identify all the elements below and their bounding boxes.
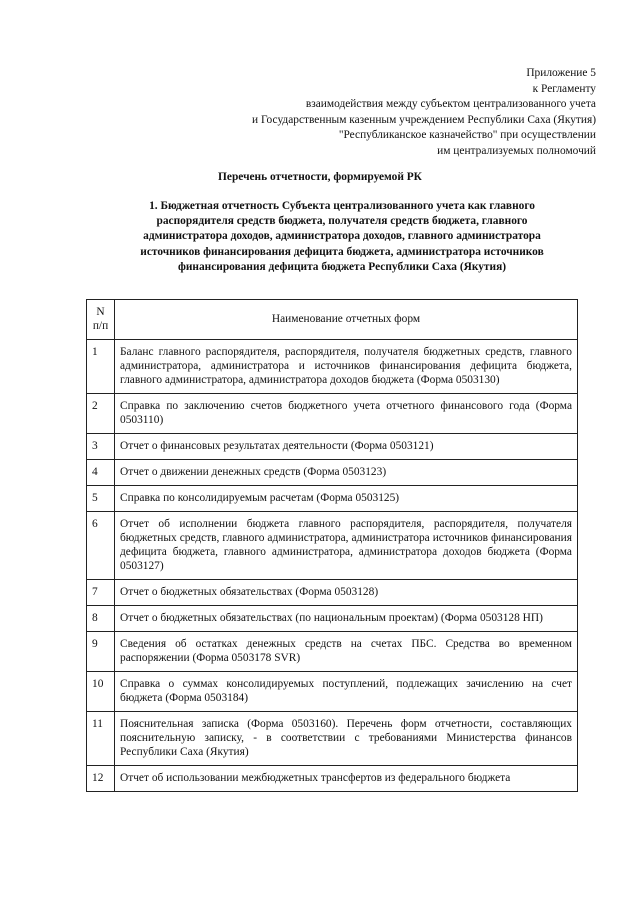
row-number: 3 bbox=[87, 434, 115, 460]
header-number bbox=[87, 300, 115, 340]
reports-table bbox=[86, 299, 578, 792]
row-number: 4 bbox=[87, 460, 115, 486]
row-number: 5 bbox=[87, 486, 115, 512]
row-number: 7 bbox=[87, 580, 115, 606]
table-row bbox=[87, 712, 578, 766]
appendix-line: к Регламенту bbox=[532, 82, 596, 95]
table-header-row bbox=[87, 300, 578, 340]
table-row bbox=[87, 632, 578, 672]
table-row bbox=[87, 340, 578, 394]
table-row bbox=[87, 394, 578, 434]
row-text: Справка по консолидируемым расчетам (Форма 0503125) bbox=[115, 486, 578, 512]
appendix-line: им централизуемых полномочий bbox=[437, 144, 596, 157]
row-text: Справка о суммах консолидируемых поступлений, подлежащих зачислению на счет бюджета (Форма 0503184) bbox=[115, 672, 578, 712]
row-number: 11 bbox=[87, 712, 115, 766]
row-number: 1 bbox=[87, 340, 115, 394]
row-number: 12 bbox=[87, 766, 115, 792]
table-row bbox=[87, 672, 578, 712]
row-number: 6 bbox=[87, 512, 115, 580]
row-number: 9 bbox=[87, 632, 115, 672]
appendix-line: "Республиканское казначейство" при осуществлении bbox=[338, 129, 596, 141]
row-text: Справка по заключению счетов бюджетного учета отчетного финансового года (Форма 0503110) bbox=[115, 394, 578, 434]
table-row bbox=[87, 486, 578, 512]
table-row bbox=[87, 512, 578, 580]
table-row bbox=[87, 580, 578, 606]
table-row bbox=[87, 434, 578, 460]
row-text: Отчет об исполнении бюджета главного распорядителя, распорядителя, получателя бюджетных средств, главного администратора, администратора источников финансирования дефицита бюджета, главного администратора, администратора доходов бюджета (Форма 0503127) bbox=[115, 512, 578, 580]
appendix-line: Приложение 5 bbox=[526, 67, 596, 79]
appendix-header bbox=[252, 66, 596, 159]
row-number: 8 bbox=[87, 606, 115, 632]
row-text: Отчет о движении денежных средств (Форма 0503123) bbox=[115, 460, 578, 486]
table-row bbox=[87, 766, 578, 792]
row-text: Пояснительная записка (Форма 0503160). Перечень форм отчетности, составляющих пояснительную записку, - в соответствии с требованиями Министерства финансов Республики Саха (Якутия) bbox=[115, 712, 578, 766]
section-title: 1. Бюджетная отчетность Субъекта централизованного учета как главного распорядителя средств бюджета, получателя средств бюджета, главного администратора доходов, администратора доходов, главного администратора источников финансирования дефицита бюджета, администратора источников финансирования дефицита бюджета Республики Саха (Якутия) bbox=[140, 200, 544, 273]
header-number-line1: N bbox=[96, 306, 105, 318]
row-text: Отчет о бюджетных обязательствах (по национальным проектам) (Форма 0503128 НП) bbox=[115, 606, 578, 632]
header-name: Наименование отчетных форм bbox=[115, 300, 578, 340]
row-text: Отчет о бюджетных обязательствах (Форма 0503128) bbox=[115, 580, 578, 606]
appendix-line: взаимодействия между субъектом централизованного учета bbox=[305, 98, 596, 110]
appendix-line: и Государственным казенным учреждением Республики Саха (Якутия) bbox=[252, 113, 596, 126]
row-number: 10 bbox=[87, 672, 115, 712]
table-row bbox=[87, 606, 578, 632]
document-title: Перечень отчетности, формируемой РК bbox=[218, 171, 422, 183]
row-text: Баланс главного распорядителя, распорядителя, получателя бюджетных средств, главного администратора, администратора и источников финансирования дефицита бюджета, главного администратора, администратора доходов бюджета (Форма 0503130) bbox=[115, 340, 578, 394]
row-text: Отчет о финансовых результатах деятельности (Форма 0503121) bbox=[115, 434, 578, 460]
row-number: 2 bbox=[87, 394, 115, 434]
row-text: Сведения об остатках денежных средств на счетах ПБС. Средства во временном распоряжении (Форма 0503178 SVR) bbox=[115, 632, 578, 672]
header-number-line2: п/п bbox=[92, 320, 109, 332]
table-row bbox=[87, 460, 578, 486]
row-text: Отчет об использовании межбюджетных трансфертов из федерального бюджета bbox=[115, 766, 578, 792]
